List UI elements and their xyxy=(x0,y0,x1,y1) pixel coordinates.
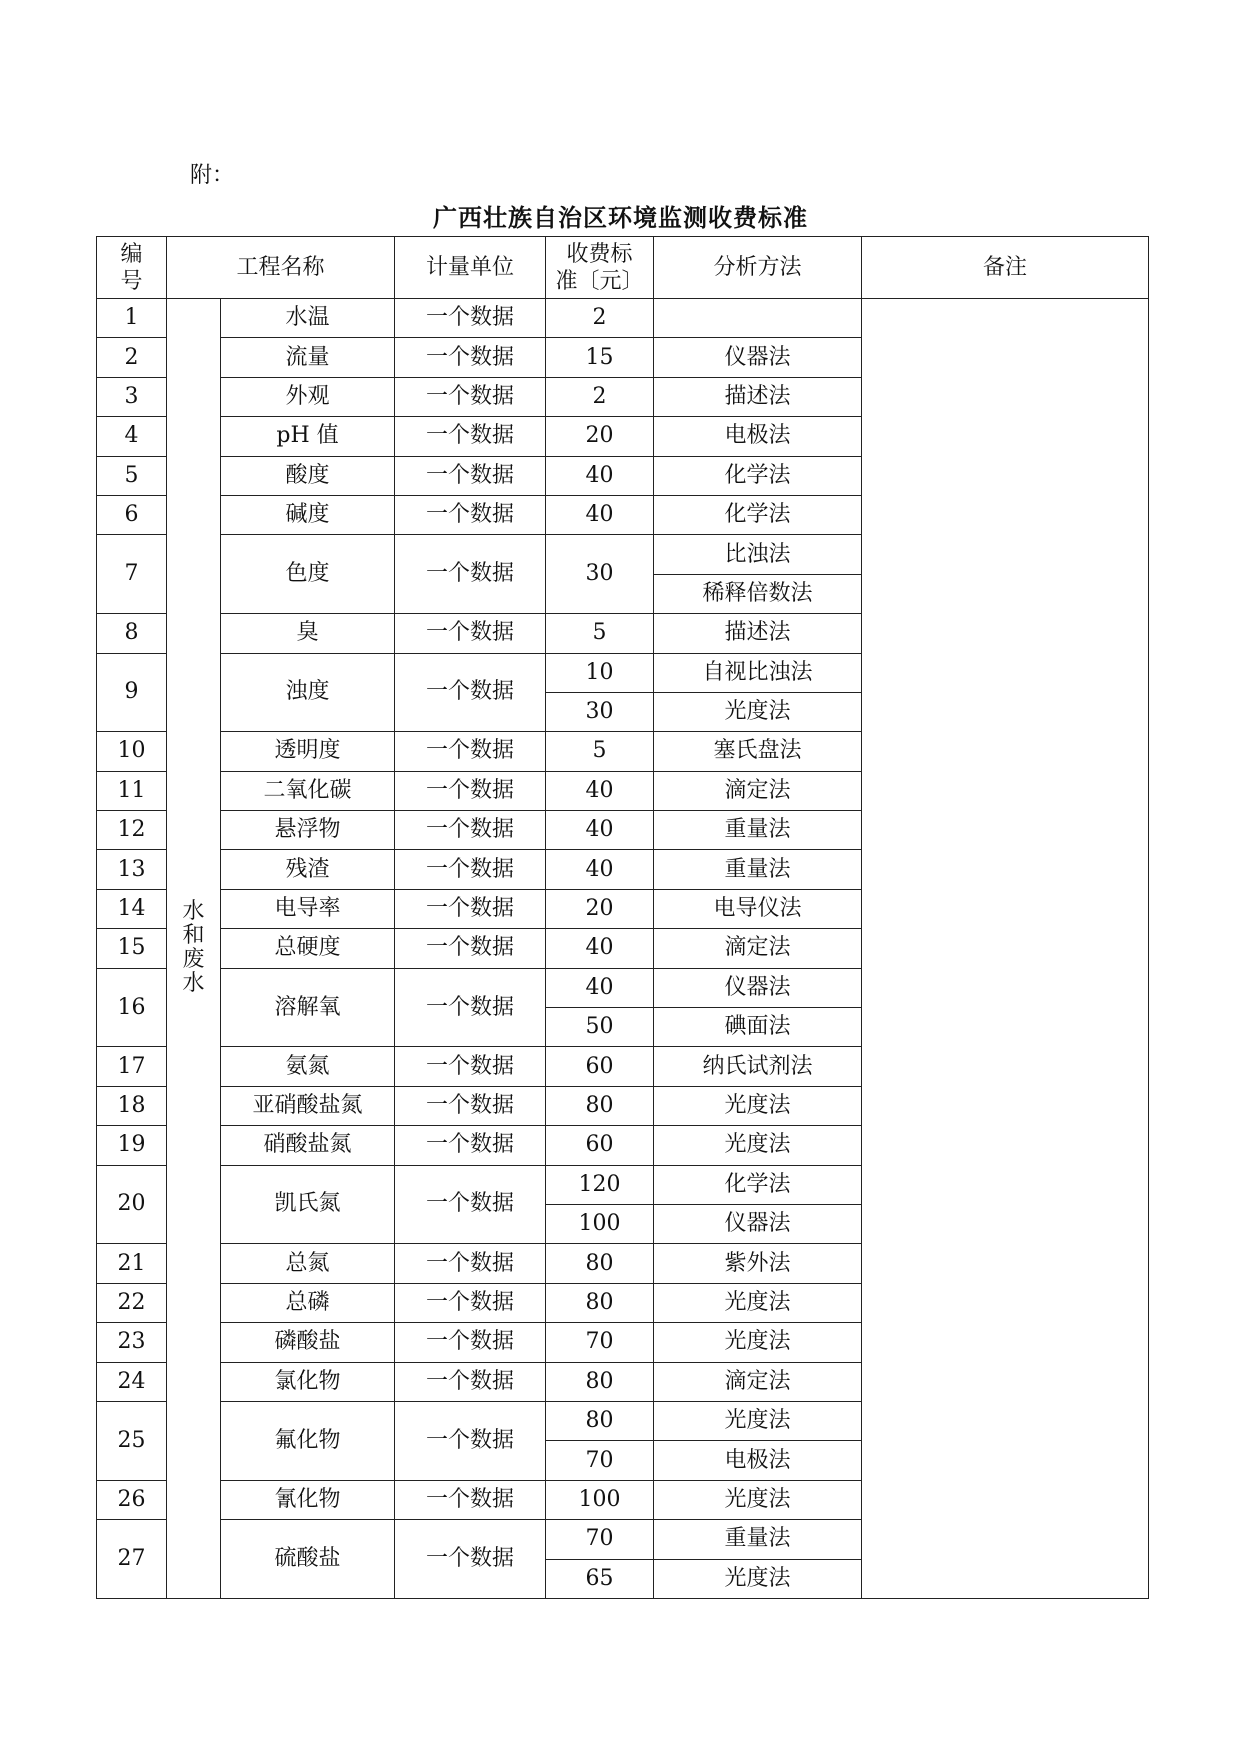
project-name: 亚硝酸盐氮 xyxy=(221,1086,395,1125)
analysis-method: 滴定法 xyxy=(654,771,862,810)
analysis-method: 光度法 xyxy=(654,1480,862,1519)
project-name: 残渣 xyxy=(221,850,395,889)
project-name: 总硬度 xyxy=(221,929,395,968)
row-number: 9 xyxy=(97,653,167,732)
unit: 一个数据 xyxy=(395,1283,546,1322)
unit: 一个数据 xyxy=(395,811,546,850)
fee-value: 20 xyxy=(546,889,654,928)
row-number: 10 xyxy=(97,732,167,771)
analysis-method: 紫外法 xyxy=(654,1244,862,1283)
unit: 一个数据 xyxy=(395,417,546,456)
unit: 一个数据 xyxy=(395,1086,546,1125)
fee-value: 70 xyxy=(546,1323,654,1362)
header-no-line1: 编 xyxy=(120,241,143,267)
project-name: 臭 xyxy=(221,614,395,653)
project-name: 流量 xyxy=(221,338,395,377)
project-name: 溶解氧 xyxy=(221,968,395,1047)
analysis-method: 光度法 xyxy=(654,1401,862,1440)
header-no-line2: 号 xyxy=(120,268,143,294)
analysis-method: 描述法 xyxy=(654,614,862,653)
analysis-method: 碘面法 xyxy=(654,1008,862,1047)
document-title: 广西壮族自治区环境监测收费标准 xyxy=(433,203,808,232)
category-char: 水 xyxy=(182,899,205,925)
analysis-method xyxy=(654,299,862,338)
analysis-method: 稀释倍数法 xyxy=(654,574,862,613)
attachment-label: 附： xyxy=(190,163,235,188)
unit: 一个数据 xyxy=(395,377,546,416)
row-number: 19 xyxy=(97,1126,167,1165)
header-unit: 计量单位 xyxy=(395,237,546,299)
row-number: 21 xyxy=(97,1244,167,1283)
project-name: 悬浮物 xyxy=(221,811,395,850)
analysis-method: 重量法 xyxy=(654,850,862,889)
unit: 一个数据 xyxy=(395,1480,546,1519)
project-name: 碱度 xyxy=(221,495,395,534)
row-number: 22 xyxy=(97,1283,167,1322)
unit: 一个数据 xyxy=(395,1126,546,1165)
fee-value: 120 xyxy=(546,1165,654,1204)
fee-value: 80 xyxy=(546,1362,654,1401)
row-number: 15 xyxy=(97,929,167,968)
analysis-method: 滴定法 xyxy=(654,929,862,968)
fee-value: 50 xyxy=(546,1008,654,1047)
project-name: 透明度 xyxy=(221,732,395,771)
fee-value: 20 xyxy=(546,417,654,456)
analysis-method: 仪器法 xyxy=(654,338,862,377)
fee-value: 40 xyxy=(546,771,654,810)
unit: 一个数据 xyxy=(395,535,546,614)
fee-value: 40 xyxy=(546,811,654,850)
remark-cell xyxy=(862,299,1149,1599)
project-name: 总磷 xyxy=(221,1283,395,1322)
fee-value: 40 xyxy=(546,968,654,1007)
analysis-method: 化学法 xyxy=(654,1165,862,1204)
analysis-method: 化学法 xyxy=(654,456,862,495)
project-name: 电导率 xyxy=(221,889,395,928)
unit: 一个数据 xyxy=(395,1165,546,1244)
category-label xyxy=(167,299,221,1599)
fee-value: 5 xyxy=(546,614,654,653)
project-name: 浊度 xyxy=(221,653,395,732)
analysis-method: 化学法 xyxy=(654,495,862,534)
project-name: 氨氮 xyxy=(221,1047,395,1086)
unit: 一个数据 xyxy=(395,1047,546,1086)
row-number: 24 xyxy=(97,1362,167,1401)
fee-value: 60 xyxy=(546,1047,654,1086)
fee-value: 30 xyxy=(546,535,654,614)
project-name: 硫酸盐 xyxy=(221,1520,395,1599)
project-name: 二氧化碳 xyxy=(221,771,395,810)
fee-value: 30 xyxy=(546,692,654,731)
unit: 一个数据 xyxy=(395,1323,546,1362)
analysis-method: 电极法 xyxy=(654,1441,862,1480)
analysis-method: 描述法 xyxy=(654,377,862,416)
header-fee xyxy=(546,237,654,299)
row-number: 3 xyxy=(97,377,167,416)
fee-value: 70 xyxy=(546,1441,654,1480)
fee-value: 40 xyxy=(546,456,654,495)
project-name: 外观 xyxy=(221,377,395,416)
analysis-method: 光度法 xyxy=(654,1126,862,1165)
fee-value: 65 xyxy=(546,1559,654,1598)
fee-value: 100 xyxy=(546,1204,654,1243)
unit: 一个数据 xyxy=(395,1520,546,1599)
fee-value: 40 xyxy=(546,929,654,968)
category-char: 废 xyxy=(182,947,205,973)
row-number: 8 xyxy=(97,614,167,653)
fee-value: 5 xyxy=(546,732,654,771)
analysis-method: 光度法 xyxy=(654,1086,862,1125)
analysis-method: 比浊法 xyxy=(654,535,862,574)
row-number: 4 xyxy=(97,417,167,456)
fee-value: 40 xyxy=(546,850,654,889)
row-number: 12 xyxy=(97,811,167,850)
unit: 一个数据 xyxy=(395,338,546,377)
unit: 一个数据 xyxy=(395,495,546,534)
fee-value: 15 xyxy=(546,338,654,377)
unit: 一个数据 xyxy=(395,968,546,1047)
analysis-method: 自视比浊法 xyxy=(654,653,862,692)
project-name: 总氮 xyxy=(221,1244,395,1283)
unit: 一个数据 xyxy=(395,614,546,653)
project-name: pH 值 xyxy=(221,417,395,456)
analysis-method: 电极法 xyxy=(654,417,862,456)
analysis-method: 电导仪法 xyxy=(654,889,862,928)
row-number: 2 xyxy=(97,338,167,377)
project-name: 硝酸盐氮 xyxy=(221,1126,395,1165)
unit: 一个数据 xyxy=(395,732,546,771)
fee-value: 60 xyxy=(546,1126,654,1165)
analysis-method: 光度法 xyxy=(654,1559,862,1598)
row-number: 25 xyxy=(97,1401,167,1480)
row-number: 27 xyxy=(97,1520,167,1599)
row-number: 26 xyxy=(97,1480,167,1519)
unit: 一个数据 xyxy=(395,850,546,889)
row-number: 14 xyxy=(97,889,167,928)
row-number: 20 xyxy=(97,1165,167,1244)
row-number: 1 xyxy=(97,299,167,338)
fee-value: 80 xyxy=(546,1401,654,1440)
project-name: 氰化物 xyxy=(221,1480,395,1519)
row-number: 6 xyxy=(97,495,167,534)
table-header-row xyxy=(97,237,1149,299)
header-fee-line1: 收费标 xyxy=(566,241,633,267)
unit: 一个数据 xyxy=(395,889,546,928)
fee-value: 2 xyxy=(546,299,654,338)
unit: 一个数据 xyxy=(395,456,546,495)
fee-value: 80 xyxy=(546,1283,654,1322)
row-number: 11 xyxy=(97,771,167,810)
unit: 一个数据 xyxy=(395,1401,546,1480)
header-project: 工程名称 xyxy=(167,237,395,299)
header-method: 分析方法 xyxy=(654,237,862,299)
fee-table xyxy=(96,236,1149,1599)
unit: 一个数据 xyxy=(395,1244,546,1283)
header-remark: 备注 xyxy=(862,237,1149,299)
table-row xyxy=(97,299,1149,338)
row-number: 16 xyxy=(97,968,167,1047)
row-number: 5 xyxy=(97,456,167,495)
header-no xyxy=(97,237,167,299)
fee-value: 10 xyxy=(546,653,654,692)
analysis-method: 重量法 xyxy=(654,1520,862,1559)
analysis-method: 仪器法 xyxy=(654,1204,862,1243)
project-name: 磷酸盐 xyxy=(221,1323,395,1362)
category-char: 水 xyxy=(182,971,205,997)
unit: 一个数据 xyxy=(395,299,546,338)
row-number: 23 xyxy=(97,1323,167,1362)
project-name: 氯化物 xyxy=(221,1362,395,1401)
project-name: 凯氏氮 xyxy=(221,1165,395,1244)
analysis-method: 重量法 xyxy=(654,811,862,850)
row-number: 7 xyxy=(97,535,167,614)
project-name: 氟化物 xyxy=(221,1401,395,1480)
analysis-method: 纳氏试剂法 xyxy=(654,1047,862,1086)
project-name: 水温 xyxy=(221,299,395,338)
analysis-method: 塞氏盘法 xyxy=(654,732,862,771)
unit: 一个数据 xyxy=(395,653,546,732)
project-name: 色度 xyxy=(221,535,395,614)
analysis-method: 光度法 xyxy=(654,692,862,731)
fee-value: 80 xyxy=(546,1244,654,1283)
row-number: 18 xyxy=(97,1086,167,1125)
row-number: 17 xyxy=(97,1047,167,1086)
analysis-method: 光度法 xyxy=(654,1323,862,1362)
row-number: 13 xyxy=(97,850,167,889)
unit: 一个数据 xyxy=(395,929,546,968)
fee-value: 2 xyxy=(546,377,654,416)
project-name: 酸度 xyxy=(221,456,395,495)
fee-value: 100 xyxy=(546,1480,654,1519)
analysis-method: 光度法 xyxy=(654,1283,862,1322)
header-fee-line2: 准〔元〕 xyxy=(555,268,644,294)
analysis-method: 滴定法 xyxy=(654,1362,862,1401)
analysis-method: 仪器法 xyxy=(654,968,862,1007)
category-char: 和 xyxy=(182,923,205,949)
unit: 一个数据 xyxy=(395,771,546,810)
fee-value: 40 xyxy=(546,495,654,534)
fee-value: 70 xyxy=(546,1520,654,1559)
fee-value: 80 xyxy=(546,1086,654,1125)
unit: 一个数据 xyxy=(395,1362,546,1401)
